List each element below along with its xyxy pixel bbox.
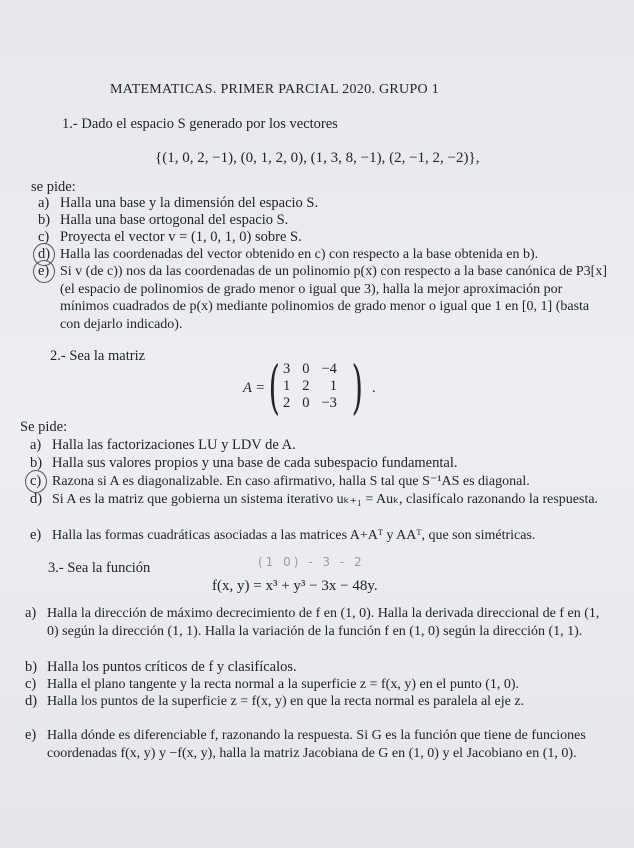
problem-2-se-pide: Se pide: — [20, 419, 68, 435]
problem-3-function: f(x, y) = x³ + y³ − 3x − 48y. — [212, 578, 378, 594]
pencil-circle-c — [25, 470, 47, 493]
problem-1-vectors: {(1, 0, 2, −1), (0, 1, 2, 0), (1, 3, 8, −1), (2, −1, 2, −2)}, — [155, 150, 480, 166]
matrix-end: . — [372, 380, 376, 396]
problem-1-number: 1.- — [62, 116, 78, 132]
matrix-cell: −4 — [321, 361, 337, 377]
problem-1-header — [62, 115, 338, 133]
matrix-cell: 1 — [283, 378, 291, 394]
matrix-a — [277, 361, 343, 412]
problem-3-number: 3.- — [48, 560, 64, 576]
problem-3-header — [48, 559, 150, 577]
problem-2-intro: Sea la matriz — [69, 348, 146, 364]
problem-1-se-pide: se pide: — [31, 179, 76, 195]
matrix-cell: 3 — [283, 361, 291, 377]
matrix-cell: 0 — [302, 361, 310, 377]
problem-2-number: 2.- — [50, 348, 66, 364]
problem-3-intro: Sea la función — [67, 560, 151, 576]
exam-title: MATEMATICAS. PRIMER PARCIAL 2020. GRUPO 1 — [110, 82, 440, 97]
problem-1-intro: Dado el espacio S generado por los vectores — [81, 116, 338, 132]
matrix-cell: −3 — [321, 395, 337, 411]
matrix-left-paren: ( — [268, 353, 280, 421]
pencil-circle-e — [33, 260, 55, 283]
problem-2-header — [50, 347, 145, 365]
matrix-cell: 0 — [302, 395, 310, 411]
matrix-label: A = — [243, 380, 266, 396]
matrix-right-paren: ) — [351, 353, 363, 421]
matrix-cell: 2 — [283, 395, 291, 411]
matrix-cell: 2 — [302, 378, 310, 394]
matrix-cell: 1 — [329, 378, 337, 394]
pencil-annotation: (1 0) - 3 - 2 — [258, 555, 365, 569]
